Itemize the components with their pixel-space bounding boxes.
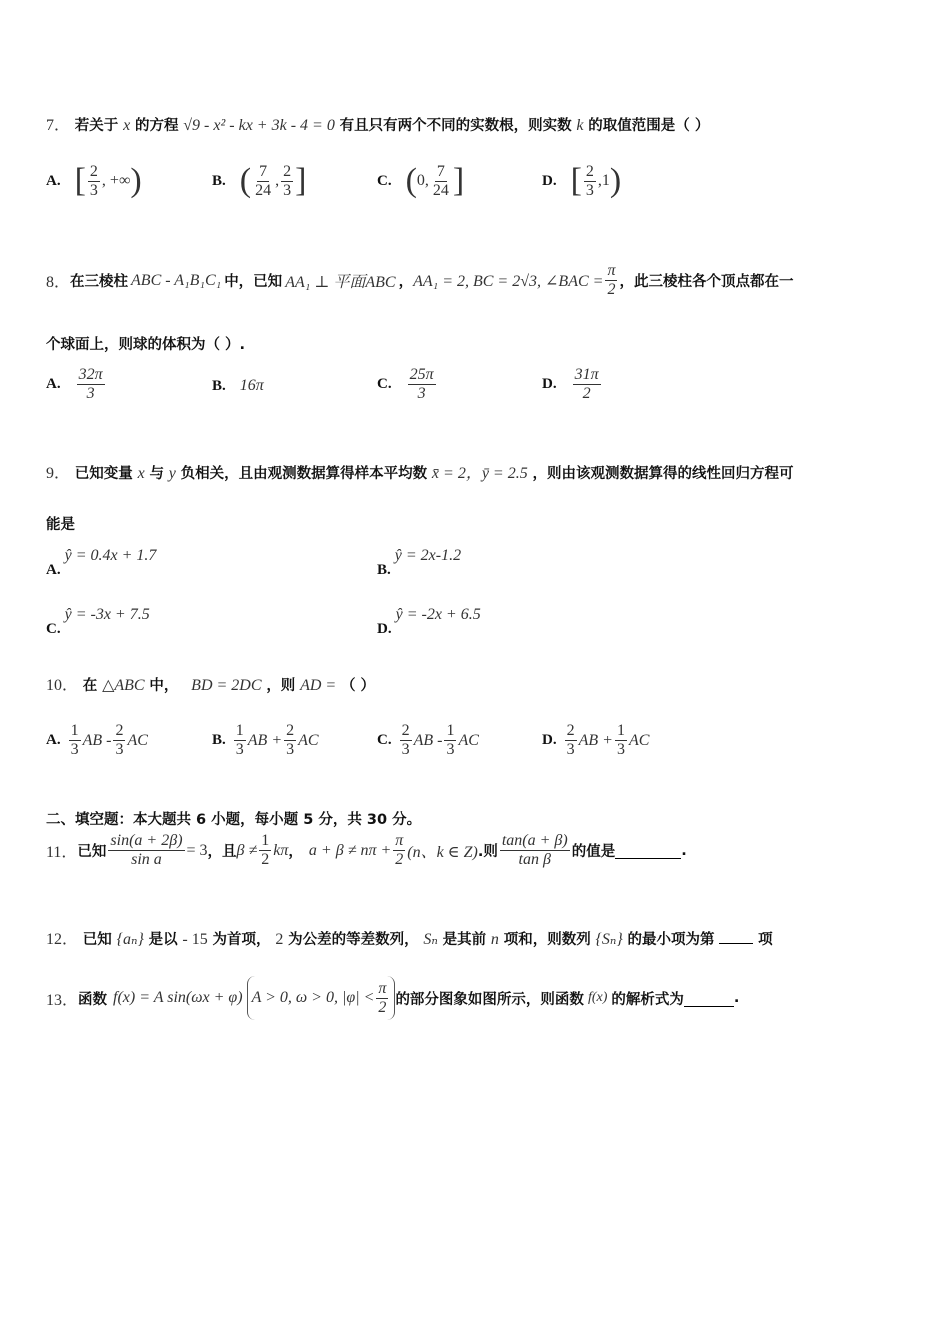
question-9: 9． 已知变量 x 与 y 负相关，且由观测数据算得样本平均数 x̄ = 2，ȳ = 2.5 ，则由该观测数据算得的线性回归方程可 <box>46 465 794 482</box>
q13-answer-blank[interactable] <box>684 990 734 1007</box>
q9-option-a[interactable]: A. ŷ = 0.4x + 1.7 <box>46 547 157 578</box>
q10-option-c[interactable]: C. $\frac{2}{3}$ AB - $\frac{1}{3}$ AC <box>377 722 479 758</box>
q8-option-b[interactable]: B. 16π <box>212 377 264 394</box>
question-12: 12． 已知 {aₙ} 是以 - 15 为首项， 2 为公差的等差数列， Sₙ 是其前 n 项和，则数列 {Sₙ} 的最小项为第 项 <box>46 931 773 948</box>
question-10: 10． 在 △ABC 中， BD = 2DC ，则 AD = （ ） <box>46 677 376 694</box>
question-13: 13． 函数 f(x) = A sin(ωx + φ) A > 0, ω > 0, |φ| < $\frac{\pi}{2}$ 的部分图象如图所示，则函数 f(x) 的解析式为 . <box>46 976 739 1020</box>
section-heading-fill-in: 二、填空题：本大题共 6 小题，每小题 5 分，共 30 分。 <box>46 812 422 828</box>
q10-option-a[interactable]: A. $\frac{1}{3}$ AB - $\frac{2}{3}$ AC <box>46 722 148 758</box>
question-9-cont: 能是 <box>46 517 75 533</box>
question-8-cont: 个球面上，则球的体积为（ ）. <box>46 337 246 353</box>
q7-option-a[interactable]: A. [ $\frac{2}{3}$ , +∞ ) <box>46 162 142 199</box>
question-11: 11． 已知 $\frac{\sin(a + 2\beta)}{\text{sin a}}$ = 3 ，且 β ≠ $\frac{1}{2}$ kπ ， a + β ≠ nπ + $\frac{\pi}{2}$ (n、k ∈ Z) .则 $\frac{\tan(a + \beta)}{\text{tan β}}$ 的值是 . <box>46 832 687 868</box>
q9-option-d[interactable]: D. ŷ = -2x + 6.5 <box>377 606 481 637</box>
q11-answer-blank[interactable] <box>615 842 681 859</box>
q10-option-b[interactable]: B. $\frac{1}{3}$ AB + $\frac{2}{3}$ AC <box>212 722 319 758</box>
q9-option-b[interactable]: B. ŷ = 2x-1.2 <box>377 547 462 578</box>
question-8: 8． 在三棱柱 ABC - A₁B₁C₁ 中，已知 AA₁ ⊥ 平面ABC ， AA₁ = 2, BC = 2√3, ∠BAC = $\frac{\pi}{2}$ ，此三棱柱各个顶点都在一 <box>46 262 794 298</box>
q10-option-d[interactable]: D. $\frac{2}{3}$ AB + $\frac{1}{3}$ AC <box>542 722 650 758</box>
q12-answer-blank[interactable] <box>719 929 753 944</box>
q8-option-a[interactable]: A. $\frac{32\pi}{3}$ <box>46 366 103 402</box>
question-7: 7． 若关于 x 的方程 √9 - x² - kx + 3k - 4 = 0 有且只有两个不同的实数根，则实数 k 的取值范围是（ ） <box>46 117 710 134</box>
q7-option-d[interactable]: D. [ $\frac{2}{3}$ ,1 ) <box>542 162 622 199</box>
q8-option-c[interactable]: C. $\frac{25\pi}{3}$ <box>377 366 434 402</box>
q7-option-b[interactable]: B. ( $\frac{7}{24}$ , $\frac{2}{3}$ ] <box>212 162 307 199</box>
q7-option-c[interactable]: C. ( 0, $\frac{7}{24}$ ] <box>377 162 465 199</box>
q9-option-c[interactable]: C. ŷ = -3x + 7.5 <box>46 606 150 637</box>
q8-option-d[interactable]: D. $\frac{31\pi}{2}$ <box>542 366 599 402</box>
